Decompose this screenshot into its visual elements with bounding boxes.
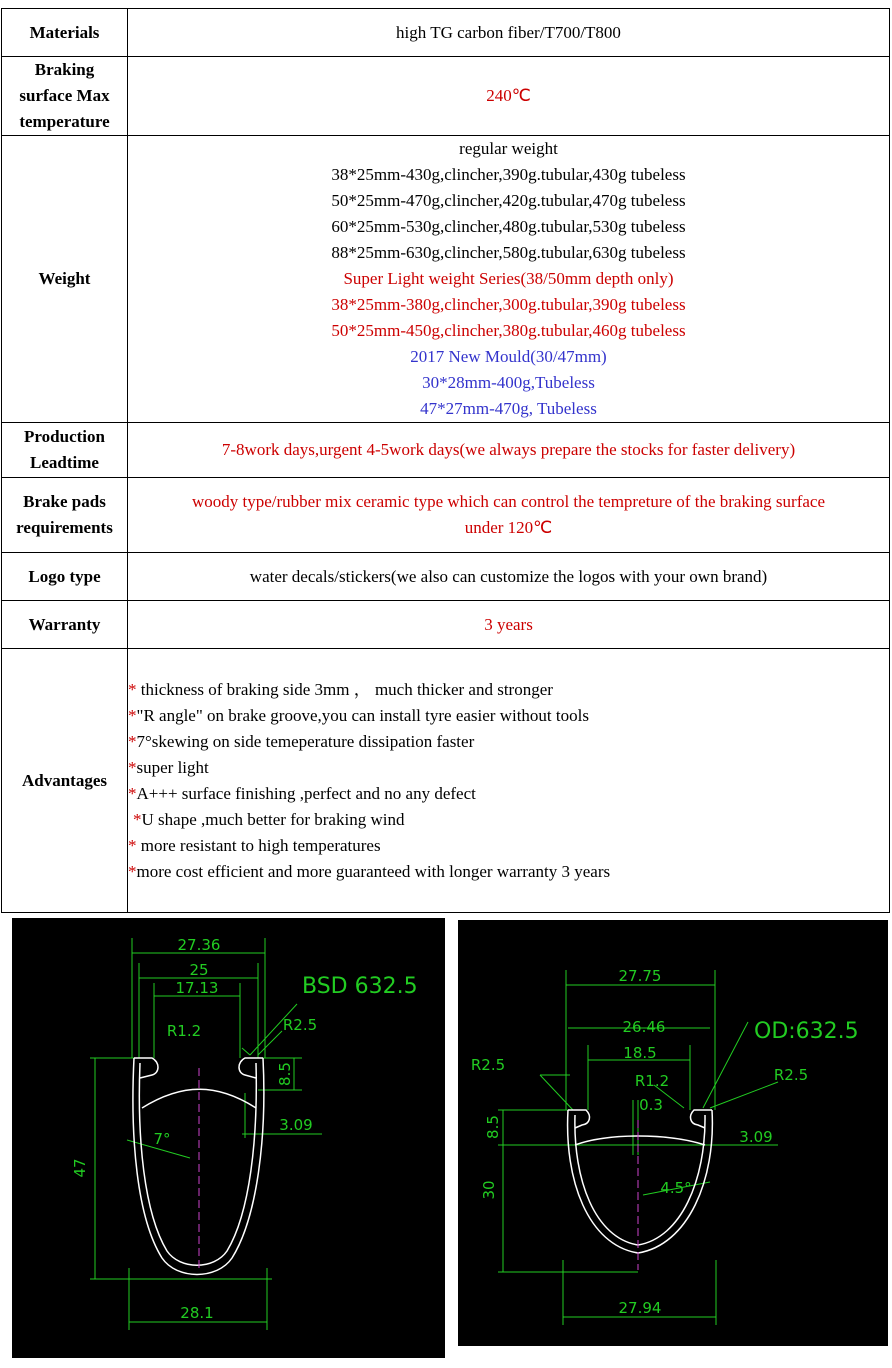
weight-line: 38*25mm-430g,clincher,390g.tubular,430g tubeless <box>331 165 686 184</box>
advantage-item: *super light <box>128 757 209 777</box>
advantage-item: *U shape ,much better for braking wind <box>133 809 405 829</box>
weight-line-newmould: 2017 New Mould(30/47mm) <box>410 347 607 366</box>
weight-line-superlight: 50*25mm-450g,clincher,380g.tubular,460g tubeless <box>331 321 686 340</box>
dim-radius-large: R2.5 <box>282 1016 318 1034</box>
weight-line-newmould: 30*28mm-400g,Tubeless <box>422 373 595 392</box>
brakepads-value-line: under 120℃ <box>464 518 553 537</box>
brakepads-value-line: woody type/rubber mix ceramic type which can control the tempreture of the braking surface <box>191 492 825 511</box>
leadtime-label-line: Production <box>24 427 105 446</box>
row-brakepads <box>2 478 890 553</box>
dim-inner-width: 25 <box>189 961 209 979</box>
advantage-item: *"R angle" on brake groove,you can install tyre easier without tools <box>128 705 589 725</box>
advantages-label: Advantages <box>2 649 128 913</box>
materials-value: high TG carbon fiber/T700/T800 <box>128 9 890 57</box>
braking-temp-value: 240℃ <box>128 57 890 136</box>
dim-inner-width: 26.46 <box>622 1018 666 1036</box>
warranty-label: Warranty <box>2 601 128 649</box>
dim-hook-height: 8.5 <box>484 1115 502 1139</box>
weight-line: 88*25mm-630g,clincher,580g.tubular,630g tubeless <box>331 243 686 262</box>
dim-depth: 30 <box>480 1180 498 1200</box>
rim-profile-drawing-30mm <box>458 920 888 1346</box>
braking-label-line: surface Max <box>19 86 110 105</box>
advantage-item: *A+++ surface finishing ,perfect and no any defect <box>128 783 476 803</box>
braking-label-line: Braking <box>34 60 95 79</box>
dim-angle: 4.5° <box>660 1179 692 1197</box>
dim-radius-right: R2.5 <box>773 1066 809 1084</box>
advantage-item: *more cost efficient and more guaranteed with longer warranty 3 years <box>128 861 611 881</box>
advantage-item: * more resistant to high temperatures <box>128 835 381 855</box>
logo-label: Logo type <box>2 553 128 601</box>
dim-radius-small: R1.2 <box>634 1072 670 1090</box>
dim-wall: 3.09 <box>739 1128 773 1146</box>
brakepads-label-line: Brake pads <box>23 492 106 511</box>
row-warranty <box>2 601 890 649</box>
weight-line-superlight: 38*25mm-380g,clincher,300g.tubular,390g tubeless <box>331 295 686 314</box>
materials-label: Materials <box>2 9 128 57</box>
dim-width-bottom: 28.1 <box>180 1304 214 1322</box>
row-weight <box>2 136 890 423</box>
dim-width-bottom: 27.94 <box>618 1299 662 1317</box>
dim-radius-small: R1.2 <box>166 1022 202 1040</box>
dim-width-top: 27.36 <box>177 936 221 954</box>
rim-profile-svg-left <box>12 918 445 1358</box>
leadtime-value: 7-8work days,urgent 4-5work days(we always prepare the stocks for faster delivery) <box>128 423 890 478</box>
dim-bead-width: 17.13 <box>175 979 219 997</box>
dim-bsd: BSD 632.5 <box>302 974 418 999</box>
row-braking-temp <box>2 57 890 136</box>
braking-temp-label <box>2 57 128 136</box>
logo-value: water decals/stickers(we also can customize the logos with your own brand) <box>128 553 890 601</box>
dim-hook-height: 8.5 <box>276 1062 294 1086</box>
brakepads-value <box>128 478 890 553</box>
spec-table <box>1 8 890 913</box>
weight-line: regular weight <box>459 139 558 158</box>
row-logo <box>2 553 890 601</box>
dim-angle: 7° <box>153 1130 171 1148</box>
braking-label-line: temperature <box>19 112 110 131</box>
leadtime-label-line: Leadtime <box>30 453 99 472</box>
dim-depth: 47 <box>71 1158 89 1178</box>
row-materials <box>2 9 890 57</box>
weight-line: 50*25mm-470g,clincher,420g.tubular,470g tubeless <box>331 191 686 210</box>
weight-line: 60*25mm-530g,clincher,480g.tubular,530g tubeless <box>331 217 686 236</box>
weight-label: Weight <box>2 136 128 423</box>
warranty-value: 3 years <box>128 601 890 649</box>
row-advantages <box>2 649 890 913</box>
leadtime-label <box>2 423 128 478</box>
dim-radius-left: R2.5 <box>470 1056 506 1074</box>
advantage-item: * thickness of braking side 3mm ， much thicker and stronger <box>128 679 553 699</box>
advantage-item: *7°skewing on side temeperature dissipation faster <box>128 731 475 751</box>
dim-wall: 3.09 <box>279 1116 313 1134</box>
row-leadtime <box>2 423 890 478</box>
weight-line-superlight: Super Light weight Series(38/50mm depth only) <box>343 269 674 288</box>
dim-bead-width: 18.5 <box>623 1044 657 1062</box>
rim-profile-drawing-47mm <box>12 918 445 1358</box>
brakepads-label <box>2 478 128 553</box>
weight-value <box>128 136 890 423</box>
brakepads-label-line: requirements <box>16 518 113 537</box>
dim-od: OD:632.5 <box>754 1019 859 1044</box>
rim-profile-svg-right <box>458 920 888 1346</box>
weight-line-newmould: 47*27mm-470g, Tubeless <box>420 399 597 418</box>
advantages-list <box>128 649 890 913</box>
dim-width-top: 27.75 <box>618 967 662 985</box>
dim-gap: 0.3 <box>639 1096 663 1114</box>
